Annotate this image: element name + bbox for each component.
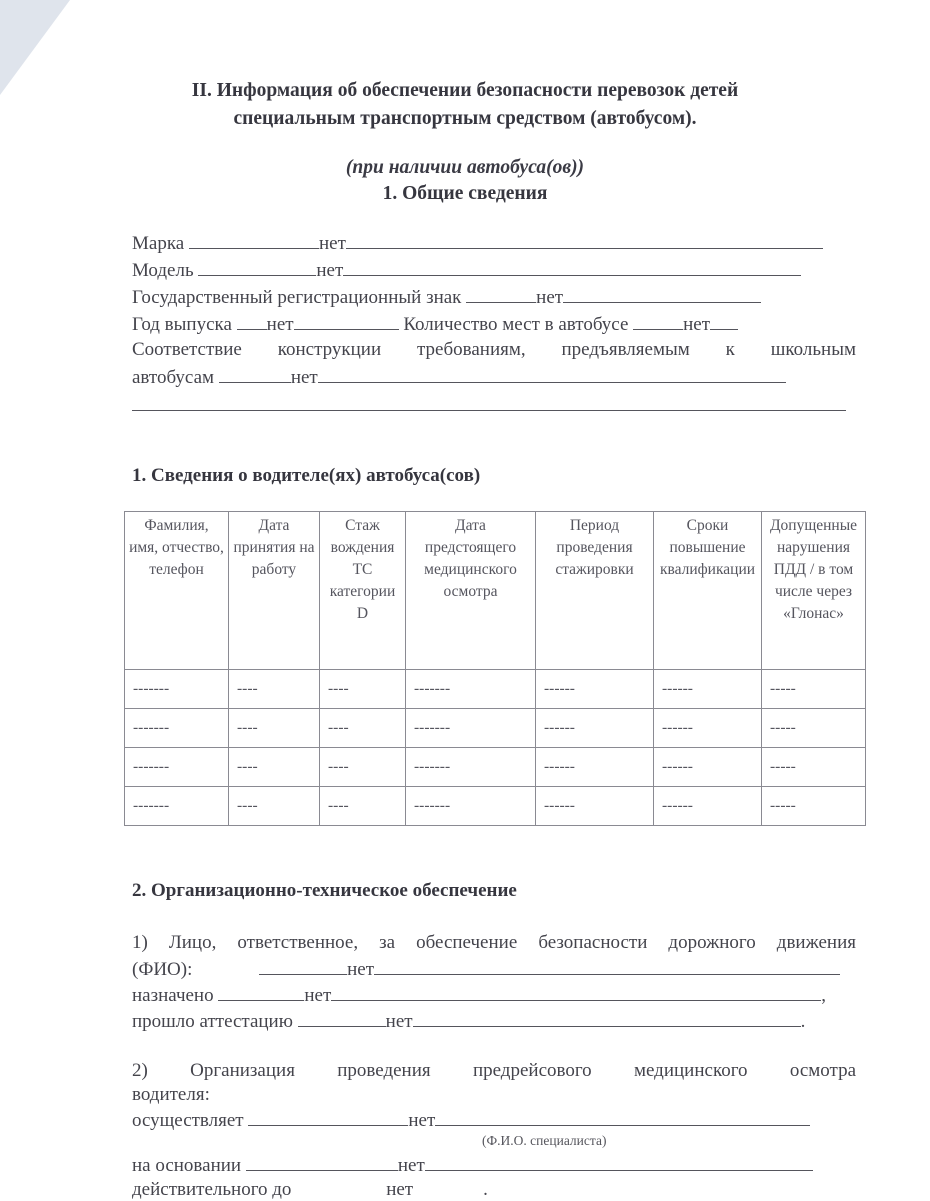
table-cell[interactable]: ---- xyxy=(229,748,320,787)
general-heading: 1. Общие сведения xyxy=(382,183,548,204)
table-cell[interactable]: ------- xyxy=(125,709,229,748)
assigned-value[interactable]: нет xyxy=(304,985,332,1006)
valid-value[interactable]: нет xyxy=(386,1179,414,1200)
section-title-line1: II. Информация об обеспечении безопасности перевозок детей xyxy=(191,80,739,101)
table-cell[interactable]: ------ xyxy=(536,787,654,826)
drivers-table-header xyxy=(125,512,866,670)
table-cell[interactable]: ------ xyxy=(536,709,654,748)
performs-line: осуществляет нет xyxy=(132,1109,810,1132)
specialist-caption: (Ф.И.О. специалиста) xyxy=(482,1133,607,1148)
item2-text: 2) Организация проведения предрейсового медицинского осмотра xyxy=(132,1060,856,1081)
table-cell[interactable]: ---- xyxy=(229,787,320,826)
col-violations: Допущенные нарушения ПДД / в том числе через «Глонас» xyxy=(762,512,866,670)
condition-note: (при наличии автобуса(ов)) xyxy=(345,157,585,178)
compliance-line: автобусам нет xyxy=(132,366,786,389)
col-internship: Период проведения стажировки xyxy=(536,512,654,670)
table-cell[interactable]: ----- xyxy=(762,670,866,709)
table-cell[interactable]: ------- xyxy=(125,670,229,709)
table-cell[interactable]: ---- xyxy=(320,787,406,826)
table-cell[interactable]: ------- xyxy=(406,670,536,709)
table-cell[interactable]: ----- xyxy=(762,709,866,748)
year-value[interactable]: нет xyxy=(266,314,294,335)
col-hire-date: Дата принятия на работу xyxy=(229,512,320,670)
col-qualification: Сроки повышение квалификации xyxy=(654,512,762,670)
table-cell[interactable]: ---- xyxy=(320,709,406,748)
table-row xyxy=(125,748,866,787)
table-cell[interactable]: ------- xyxy=(406,709,536,748)
basis-value[interactable]: нет xyxy=(397,1155,425,1176)
table-cell[interactable]: ---- xyxy=(229,709,320,748)
seats-value[interactable]: нет xyxy=(683,314,711,335)
fio-value[interactable]: нет xyxy=(347,959,375,980)
table-row xyxy=(125,709,866,748)
item1-text: 1) Лицо, ответственное, за обеспечение безопасности дорожного движения xyxy=(132,932,856,953)
table-cell[interactable]: ------- xyxy=(125,748,229,787)
table-cell[interactable]: ------- xyxy=(406,748,536,787)
table-cell[interactable]: ------ xyxy=(536,670,654,709)
table-cell[interactable]: ----- xyxy=(762,787,866,826)
assigned-line: назначено нет , xyxy=(132,985,827,1006)
model-value[interactable]: нет xyxy=(316,260,344,281)
table-cell[interactable]: ------ xyxy=(654,670,762,709)
blank-line xyxy=(132,394,846,417)
table-row xyxy=(125,670,866,709)
table-cell[interactable]: ---- xyxy=(229,670,320,709)
item2-line2: водителя: xyxy=(132,1084,210,1105)
brand-value[interactable]: нет xyxy=(318,233,346,254)
table-cell[interactable]: ------- xyxy=(125,787,229,826)
model-line: Модель нет xyxy=(132,259,801,282)
attest-line: прошло аттестацию нет . xyxy=(132,1011,806,1032)
regnum-line: Государственный регистрационный знак нет xyxy=(132,286,761,309)
compliance-text: Соответствие конструкции требованиям, предъявляемым к школьным xyxy=(132,339,856,360)
compliance-value[interactable]: нет xyxy=(290,367,318,388)
drivers-heading: 1. Сведения о водителе(ях) автобуса(сов) xyxy=(132,465,481,486)
basis-line: на основании нет xyxy=(132,1154,813,1177)
table-cell[interactable]: ----- xyxy=(762,748,866,787)
org-heading: 2. Организационно-техническое обеспечение xyxy=(132,880,517,901)
brand-line: Марка нет xyxy=(132,232,823,255)
regnum-value[interactable]: нет xyxy=(536,287,564,308)
drivers-table xyxy=(124,511,866,826)
col-name: Фамилия, имя, отчество, телефон xyxy=(125,512,229,670)
col-medical-date: Дата предстоящего медицинского осмотра xyxy=(406,512,536,670)
valid-line: действительного до нет . xyxy=(132,1179,488,1200)
table-cell[interactable]: ------ xyxy=(536,748,654,787)
attest-value[interactable]: нет xyxy=(385,1011,413,1032)
section-title-line2: специальным транспортным средством (автобусом). xyxy=(233,108,697,129)
table-cell[interactable]: ------- xyxy=(406,787,536,826)
performs-value[interactable]: нет xyxy=(408,1110,436,1131)
table-cell[interactable]: ---- xyxy=(320,670,406,709)
col-experience: Стаж вождения ТС категории D xyxy=(320,512,406,670)
table-row xyxy=(125,787,866,826)
table-cell[interactable]: ------ xyxy=(654,787,762,826)
fio-line: (ФИО): нет xyxy=(132,958,840,981)
table-cell[interactable]: ------ xyxy=(654,748,762,787)
year-seats-line: Год выпуска нет Количество мест в автобусе нет xyxy=(132,313,738,336)
table-cell[interactable]: ---- xyxy=(320,748,406,787)
table-cell[interactable]: ------ xyxy=(654,709,762,748)
